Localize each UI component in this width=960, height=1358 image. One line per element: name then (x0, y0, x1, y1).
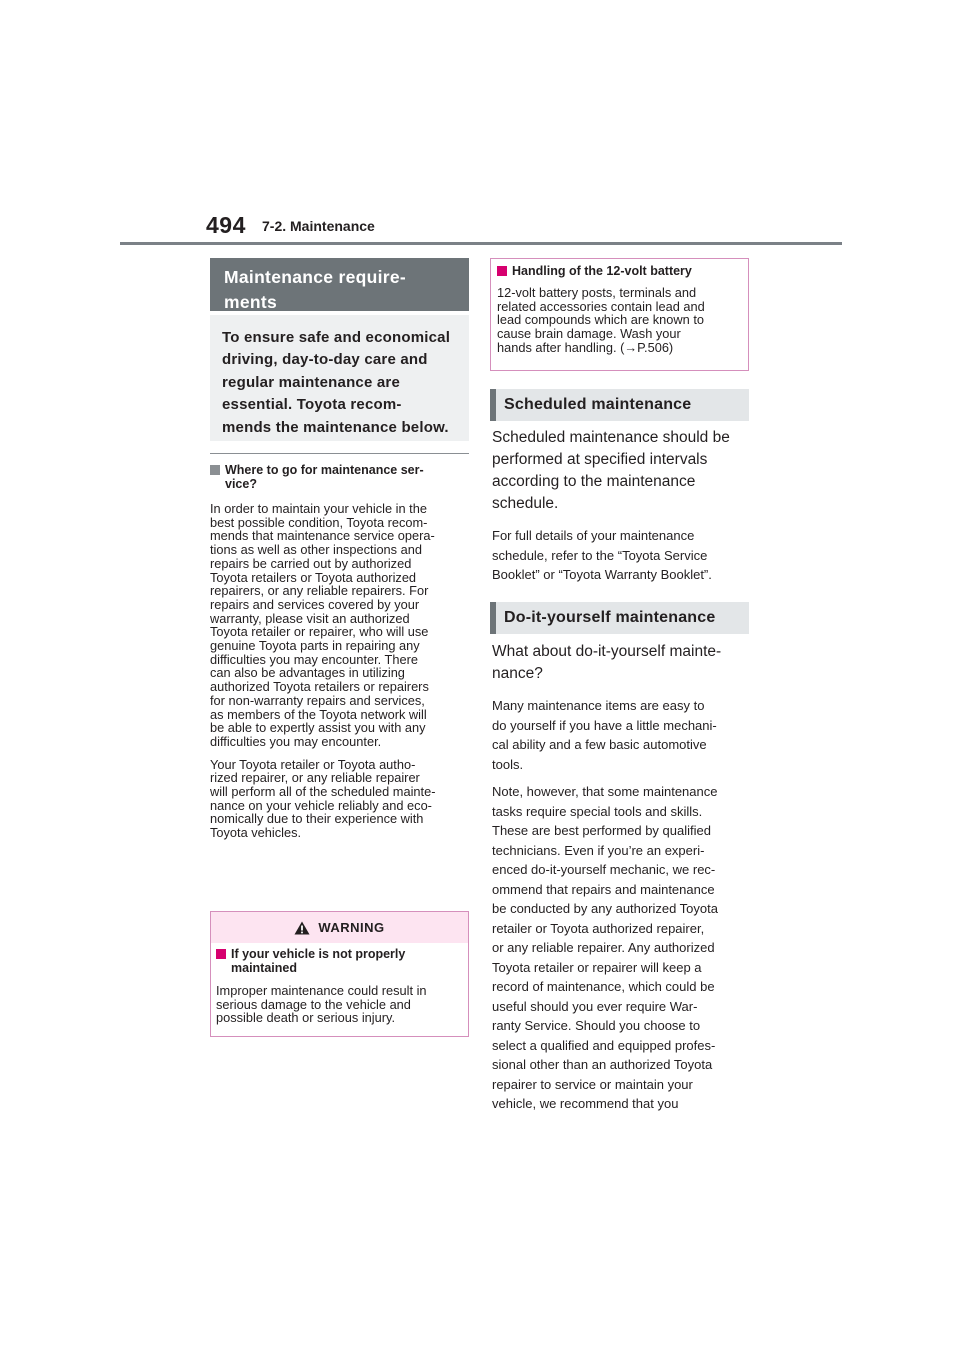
text-line: Improper maintenance could result in (216, 983, 427, 998)
heading-line: Maintenance require- (224, 267, 407, 287)
text-line: do yourself if you have a little mechani- (492, 717, 717, 733)
text-line: cause brain damage. Wash your (497, 326, 681, 342)
text-line: repairers, or any reliable repairers. For (210, 583, 429, 599)
text-line: be conducted by any authorized Toyota (492, 901, 718, 916)
lead-line: What about do-it-yourself mainte- (492, 643, 722, 660)
text-line: Toyota retailer or repairer, who will use (210, 624, 429, 640)
text-line: Toyota vehicles. (210, 825, 302, 841)
intro-line: To ensure safe and economical (222, 329, 451, 346)
text-line: can also be advantages in utilizing (210, 665, 405, 681)
intro-line: regular maintenance are (222, 373, 401, 391)
text-line: useful should you ever require War- (492, 998, 698, 1014)
text-line: will perform all of the scheduled mainte- (210, 784, 436, 800)
intro-line: mends the maintenance below. (222, 418, 449, 436)
scheduled-maintenance-body (492, 427, 754, 585)
text-line: nance on your vehicle reliably and eco- (210, 797, 432, 813)
text-line: For full details of your maintenance (492, 528, 695, 543)
section-title: 7-2. Maintenance (262, 218, 375, 234)
text-line: difficulties you may encounter. (210, 733, 382, 749)
text-line: ranty Service. Should you choose to (492, 1018, 701, 1033)
title-line: Where to go for maintenance ser- (225, 463, 424, 477)
battery-title (497, 264, 742, 278)
intro-line: essential. Toyota recom- (222, 396, 402, 414)
text-line: Toyota retailers or Toyota authorized (210, 569, 417, 585)
warning-title-bar (211, 912, 468, 943)
text-line: genuine Toyota parts in repairing any (210, 638, 420, 654)
text-line: or any reliable repairer. Any authorized (492, 940, 715, 955)
warning-item-title (216, 947, 463, 975)
title-line: vice? (225, 477, 257, 491)
text-line: technicians. Even if you’re an experi- (492, 842, 705, 858)
text-line: ommend that repairs and maintenance (492, 881, 715, 897)
lead-line: according to the maintenance (492, 473, 696, 490)
text-line: repairer to service or maintain your (492, 1076, 693, 1092)
text-line: as members of the Toyota network will (210, 706, 427, 722)
text-line: cal ability and a few basic automotive (492, 737, 707, 752)
text-line: rized repairer, or any reliable repairer (210, 770, 420, 786)
page-number: 494 (206, 212, 246, 238)
text-line: 12-volt battery posts, terminals and (497, 285, 697, 300)
text-line: authorized Toyota retailers or repairers (210, 679, 429, 695)
heading-bar (490, 389, 496, 421)
heading-text: Scheduled maintenance (504, 396, 692, 413)
text-line: record of maintenance, which could be (492, 979, 715, 994)
text-line: hands after handling. (→P.506) (497, 339, 674, 355)
text-line: warranty, please visit an authorized (210, 610, 410, 626)
text-line: Note, however, that some maintenance (492, 784, 718, 799)
divider (210, 453, 469, 454)
lead-line: performed at specified intervals (492, 451, 708, 468)
diy-maintenance-heading (490, 602, 749, 634)
square-bullet-icon (216, 949, 226, 959)
text-line: tools. (492, 756, 524, 772)
text-line: related accessories contain lead and (497, 298, 705, 314)
title-line: maintained (231, 961, 297, 975)
maintenance-requirements-heading (210, 258, 469, 311)
text-line: for non-warranty repairs and services, (210, 692, 425, 708)
scheduled-maintenance-heading (490, 389, 749, 421)
battery-notice-box (490, 258, 749, 371)
battery-title-text: Handling of the 12-volt battery (512, 264, 692, 278)
where-to-go-text (210, 502, 472, 749)
text-line: possible death or serious injury. (216, 1010, 396, 1026)
text-line: schedule, refer to the “Toyota Service (492, 547, 708, 563)
lead-line: schedule. (492, 495, 559, 512)
lead-line: Scheduled maintenance should be (492, 429, 730, 446)
warning-content (211, 943, 468, 1025)
header-rule (120, 242, 842, 245)
warning-box (210, 911, 469, 1037)
text-line: mends that maintenance service opera- (210, 528, 435, 544)
where-to-go-title (210, 463, 472, 491)
text-line: nomically due to their experience with (210, 811, 424, 827)
heading-text: Do-it-yourself maintenance (504, 609, 716, 626)
text-line: repairs be carried out by authorized (210, 555, 412, 571)
heading-line: ments (224, 292, 278, 312)
retailer-text (210, 758, 472, 840)
text-line: These are best performed by qualified (492, 823, 711, 838)
text-line: select a qualified and equipped profes- (492, 1037, 716, 1053)
text-line: In order to maintain your vehicle in the (210, 501, 427, 516)
text-line: serious damage to the vehicle and (216, 996, 411, 1012)
text-line: tions as well as other inspections and (210, 542, 422, 558)
warning-text (216, 984, 463, 1025)
text-line: enced do-it-yourself mechanic, we rec- (492, 862, 716, 877)
lead-line: nance? (492, 665, 543, 682)
heading-bar (490, 602, 496, 634)
warning-title: WARNING (318, 920, 385, 935)
text-line: retailer or Toyota authorized repairer, (492, 920, 705, 936)
text-line: Booklet” or “Toyota Warranty Booklet”. (492, 567, 712, 582)
battery-text (497, 286, 742, 355)
text-line: difficulties you may encounter. There (210, 651, 418, 667)
text-line: Many maintenance items are easy to (492, 698, 705, 713)
where-to-go-section (210, 463, 472, 840)
text-line: Toyota retailer or repairer will keep a (492, 959, 702, 975)
text-line: Your Toyota retailer or Toyota autho- (210, 756, 416, 772)
square-bullet-icon (497, 266, 507, 276)
text-line: vehicle, we recommend that you (492, 1096, 679, 1111)
intro-line: driving, day-to-day care and (222, 351, 428, 369)
intro-box (210, 315, 469, 441)
text-line: repairs and services covered by your (210, 596, 420, 612)
warning-triangle-icon (294, 921, 310, 935)
text-line: lead compounds which are known to (497, 312, 705, 328)
diy-maintenance-body (492, 641, 754, 1114)
text-line: sional other than an authorized Toyota (492, 1057, 713, 1072)
square-bullet-icon (210, 465, 220, 475)
text-line: tasks require special tools and skills. (492, 803, 703, 819)
text-line: be able to expertly assist you with any (210, 720, 426, 736)
title-line: If your vehicle is not properly (231, 947, 406, 961)
text-line: best possible condition, Toyota recom- (210, 514, 428, 530)
